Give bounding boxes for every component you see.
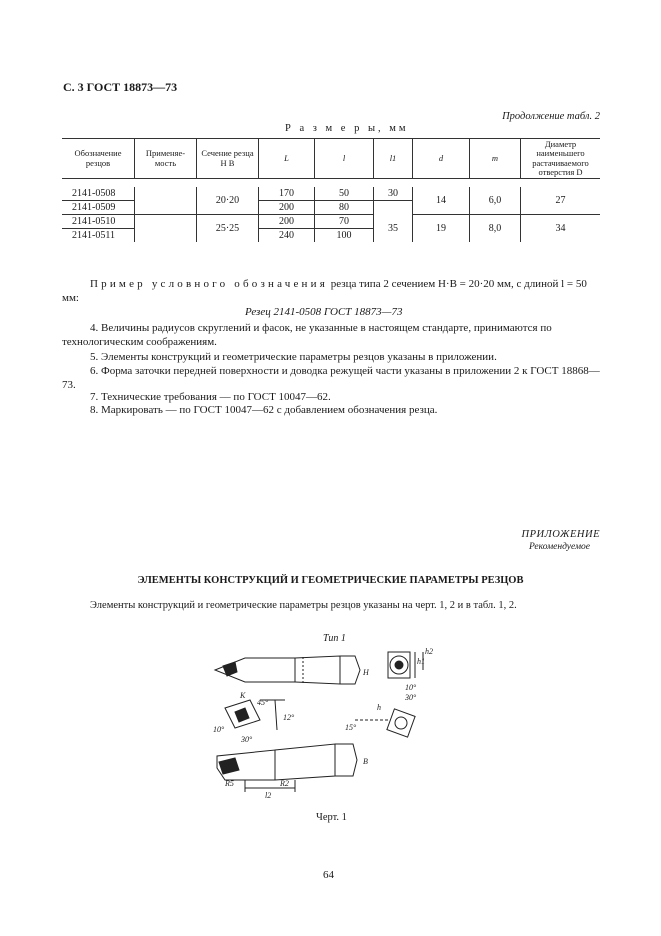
cell-applicability	[135, 215, 197, 243]
label-12: 12°	[283, 713, 295, 722]
cell-section: 25·25	[197, 215, 259, 243]
cell-l: 50	[315, 187, 374, 201]
label-10b: 10°	[405, 683, 417, 692]
col-d: d	[413, 139, 470, 179]
cell-l: 100	[315, 229, 374, 243]
cell-code: 2141-0510	[62, 215, 135, 229]
cell-d: 19	[413, 215, 470, 243]
item-8: 8. Маркировать — по ГОСТ 10047—62 с добавлением обозначения резца.	[90, 404, 438, 416]
example-paragraph	[62, 277, 600, 305]
label-45: 45°	[257, 698, 269, 707]
table-header-row	[62, 139, 600, 179]
label-30b: 30°	[405, 693, 417, 702]
label-k: K	[240, 691, 246, 700]
cell-L: 200	[259, 215, 315, 229]
cell-D: 34	[521, 215, 601, 243]
example-spaced-text: Пример условного обозначения	[90, 278, 328, 290]
tip-detail	[213, 691, 295, 744]
label-h2: h2	[425, 647, 433, 656]
item-6: 6. Форма заточки передней поверхности и доводка режущей части указаны в приложении 2 к ГОСТ 18868—73.	[62, 365, 600, 391]
item-4: 4. Величины радиусов скруглений и фасок, не указанные в настоящем стандарте, принимаются по технологическим соображениям.	[62, 322, 552, 348]
tool-top-view	[215, 656, 360, 684]
cell-L: 170	[259, 187, 315, 201]
label-10: 10°	[213, 725, 225, 734]
col-L: L	[259, 139, 315, 179]
col-applicability: Применяе-мость	[135, 139, 197, 179]
cell-section: 20·20	[197, 187, 259, 215]
cell-l1: 35	[374, 215, 413, 243]
cell-m: 6,0	[470, 187, 521, 215]
label-r5: R5	[225, 779, 234, 788]
page-number: 64	[323, 869, 334, 881]
section-title: ЭЛЕМЕНТЫ КОНСТРУКЦИЙ И ГЕОМЕТРИЧЕСКИЕ ПАРАМЕТРЫ РЕЗЦОВ	[137, 575, 524, 586]
cell-code: 2141-0511	[62, 229, 135, 243]
appendix-subtitle: Рекомендуемое	[528, 542, 590, 552]
cell-D: 27	[521, 187, 601, 215]
label-30: 30°	[241, 735, 253, 744]
tool-end-view	[388, 647, 433, 702]
label-h1: h1	[417, 657, 425, 666]
col-l1: l1	[374, 139, 413, 179]
table-row	[62, 187, 600, 201]
table-row	[62, 215, 600, 229]
cell-applicability	[135, 187, 197, 215]
appendix-title: ПРИЛОЖЕНИЕ	[521, 529, 600, 540]
table-sizes-label: Р а з м е р ы, мм	[285, 123, 409, 134]
cell-l: 70	[315, 215, 374, 229]
col-D: Диаметр наименьшего растачиваемого отверстия D	[521, 139, 601, 179]
item-7: 7. Технические требования — по ГОСТ 10047—62.	[90, 391, 331, 403]
cell-L: 200	[259, 201, 315, 215]
cell-code: 2141-0509	[62, 201, 135, 215]
col-section: Сечение резца H B	[197, 139, 259, 179]
col-l: l	[315, 139, 374, 179]
figure-type-label: Тип 1	[323, 633, 346, 644]
cell-l1: 30	[374, 187, 413, 201]
example-text: резца типа 2 сечением H·B = 20·20 мм, с длиной l = 50 мм:	[62, 278, 587, 304]
cell-d: 14	[413, 187, 470, 215]
label-h: h	[377, 703, 381, 712]
label-l2: l2	[265, 791, 272, 800]
cell-l: 80	[315, 201, 374, 215]
label-15: 15°	[345, 723, 357, 732]
item-5: 5. Элементы конструкций и геометрические параметры резцов указаны в приложении.	[90, 351, 497, 363]
cell-code: 2141-0508	[72, 188, 116, 200]
example-designation: Резец 2141-0508 ГОСТ 18873—73	[245, 306, 403, 318]
cell-m: 8,0	[470, 215, 521, 243]
page-header: С. 3 ГОСТ 18873—73	[63, 80, 178, 94]
cell-L: 240	[259, 229, 315, 243]
table-continuation-note: Продолжение табл. 2	[502, 111, 600, 122]
section-intro: Элементы конструкций и геометрические параметры резцов указаны на черт. 1, 2 и в табл. 1, 2.	[90, 600, 517, 611]
cell-l1-empty	[374, 201, 413, 215]
col-designation: Обозначение резцов	[62, 139, 135, 179]
label-B: B	[363, 757, 368, 766]
label-r2: R2	[280, 779, 289, 788]
label-H: H	[363, 668, 369, 677]
tool-section-view	[345, 703, 415, 737]
figure-caption: Черт. 1	[316, 812, 347, 823]
tool-side-view	[217, 668, 370, 800]
sizes-table	[62, 138, 600, 242]
cutter-drawing	[205, 640, 435, 810]
col-m: m	[470, 139, 521, 179]
